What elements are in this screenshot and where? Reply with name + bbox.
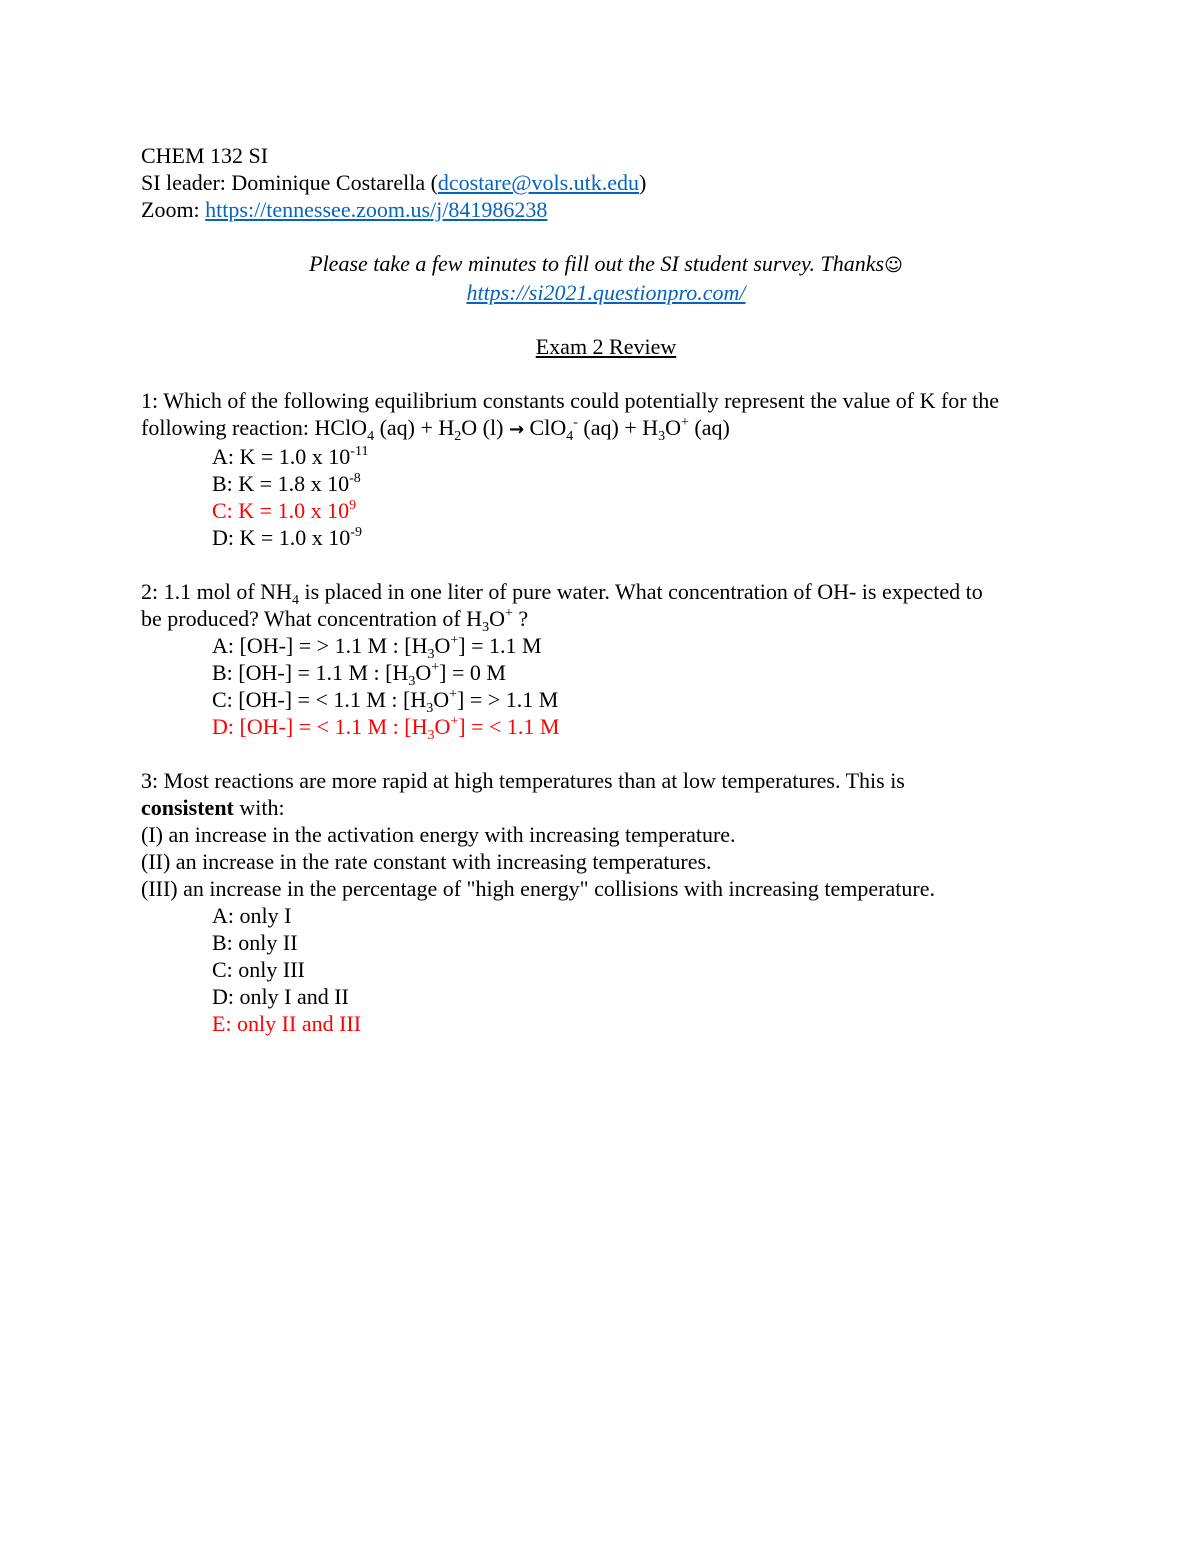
- q2-option-b-text: B: [OH-] = 1.1 M : [H: [212, 660, 409, 685]
- q2-option-a-text: A: [OH-] = > 1.1 M : [H: [212, 633, 428, 658]
- q2-option-c-o: O: [433, 687, 450, 712]
- document-content: [141, 142, 1071, 1037]
- q2-option-b-o: O: [415, 660, 432, 685]
- q2-sub4: 4: [291, 593, 299, 608]
- q1-reaction-line: [141, 414, 1071, 443]
- si-leader-line: [141, 169, 1071, 196]
- q2-option-b-sub: 3: [408, 674, 416, 689]
- q2-option-c: [141, 686, 1071, 716]
- q1-sub4b: 4: [566, 429, 574, 444]
- q2-line1: [141, 578, 1071, 608]
- q1-option-b-text: B: K = 1.8 x 10: [212, 471, 350, 496]
- q3-option-c: C: only III: [212, 957, 305, 982]
- zoom-label: Zoom:: [141, 197, 206, 222]
- q3-line2: [141, 794, 1071, 821]
- right-arrow-icon: →: [508, 419, 525, 440]
- q2-option-d-sub: 3: [427, 728, 435, 743]
- q2-option-c-text: C: [OH-] = < 1.1 M : [H: [212, 687, 427, 712]
- si-leader-close: ): [639, 170, 647, 195]
- q2-line2-prefix: be produced? What concentration of H: [141, 606, 483, 631]
- q2-option-a-o: O: [434, 633, 451, 658]
- q1-sub4: 4: [367, 429, 375, 444]
- q1-minus: -: [573, 415, 578, 430]
- q2-option-a: [141, 632, 1071, 662]
- q1-o: O: [665, 415, 682, 440]
- q2-line2: [141, 605, 1071, 635]
- q1-plus: +: [681, 415, 689, 430]
- q2-option-b-rest: ] = 0 M: [439, 660, 506, 685]
- q1-aq2: (aq) + H: [577, 415, 659, 440]
- q2-option-c-sup: +: [449, 687, 458, 702]
- q3-with: with:: [233, 795, 285, 820]
- q1-option-b: [141, 470, 1071, 497]
- q1-sub3: 3: [658, 429, 666, 444]
- leader-email-link[interactable]: dcostare@vols.utk.edu: [437, 170, 640, 195]
- q2-sub3: 3: [482, 620, 490, 635]
- q1-option-d-exp: -9: [350, 525, 362, 540]
- q1-option-b-exp: -8: [349, 471, 361, 486]
- q2-option-d-answer: [141, 713, 1071, 743]
- q1-clo: ClO: [524, 415, 567, 440]
- q3-statement-3: (III) an increase in the percentage of "high energy" collisions with increasing temperature.: [141, 876, 935, 901]
- q1-option-d-text: D: K = 1.0 x 10: [212, 525, 351, 550]
- zoom-line: [141, 196, 1071, 223]
- q3-option-e-answer: E: only II and III: [212, 1011, 362, 1036]
- q2-line1-prefix: 2: 1.1 mol of NH: [141, 579, 292, 604]
- q1-option-a-exp: -11: [350, 444, 369, 459]
- q2-line1-suffix: is placed in one liter of pure water. What concentration of OH- is expected to: [298, 579, 983, 604]
- q1-option-c-exp: 9: [349, 498, 357, 513]
- q2-plus: +: [504, 606, 513, 621]
- q1-reaction-prefix: following reaction: HClO: [141, 415, 368, 440]
- q1-option-c-answer: [141, 497, 1071, 524]
- q3-bold-word: consistent: [141, 795, 234, 820]
- q2-option-d-sup: +: [450, 714, 459, 729]
- q1-option-c-text: C: K = 1.0 x 10: [212, 498, 350, 523]
- q2-option-d-o: O: [434, 714, 451, 739]
- q3-line1: 3: Most reactions are more rapid at high temperatures than at low temperatures. This is: [141, 768, 905, 793]
- q3-statement-1: (I) an increase in the activation energy with increasing temperature.: [141, 822, 736, 847]
- q3-statement-2: (II) an increase in the rate constant with increasing temperatures.: [141, 849, 712, 874]
- q3-option-b: B: only II: [212, 930, 298, 955]
- q2-o: O: [489, 606, 505, 631]
- q2-option-a-sub: 3: [427, 647, 435, 662]
- q1-option-a-text: A: K = 1.0 x 10: [212, 444, 351, 469]
- course-title: CHEM 132 SI: [141, 143, 269, 168]
- q2-option-d-text: D: [OH-] = < 1.1 M : [H: [212, 714, 428, 739]
- q2-option-c-rest: ] = > 1.1 M: [457, 687, 559, 712]
- q1-aq1: (aq) + H: [374, 415, 455, 440]
- review-title-text: Exam 2 Review: [535, 334, 677, 359]
- smiley-icon: ☺: [884, 255, 903, 276]
- review-title: [141, 333, 1071, 360]
- q2-line2-suffix: ?: [512, 606, 529, 631]
- survey-request: [141, 250, 1071, 279]
- q2-option-c-sub: 3: [426, 701, 434, 716]
- q2-option-b-sup: +: [431, 660, 440, 675]
- zoom-link[interactable]: https://tennessee.zoom.us/j/841986238: [205, 197, 548, 222]
- q2-option-a-sup: +: [450, 633, 459, 648]
- q2-option-d-rest: ] = < 1.1 M: [458, 714, 560, 739]
- q3-option-d: D: only I and II: [212, 984, 349, 1009]
- q3-option-a: A: only I: [212, 903, 292, 928]
- q1-aq3: (aq): [688, 415, 730, 440]
- survey-text: Please take a few minutes to fill out the SI student survey. Thanks: [309, 251, 885, 276]
- q1-text-line1: 1: Which of the following equilibrium constants could potentially represent the value of K for the: [141, 388, 999, 413]
- q1-option-d: [141, 524, 1071, 551]
- q2-option-a-rest: ] = 1.1 M: [458, 633, 542, 658]
- survey-link-line: [141, 279, 1071, 306]
- survey-link[interactable]: https://si2021.questionpro.com/: [466, 280, 746, 305]
- q1-sub2: 2: [454, 429, 462, 444]
- q2-option-b: [141, 659, 1071, 689]
- si-leader-label: SI leader: Dominique Costarella (: [141, 170, 438, 195]
- q1-option-a: [141, 443, 1071, 470]
- q1-l: O (l): [461, 415, 509, 440]
